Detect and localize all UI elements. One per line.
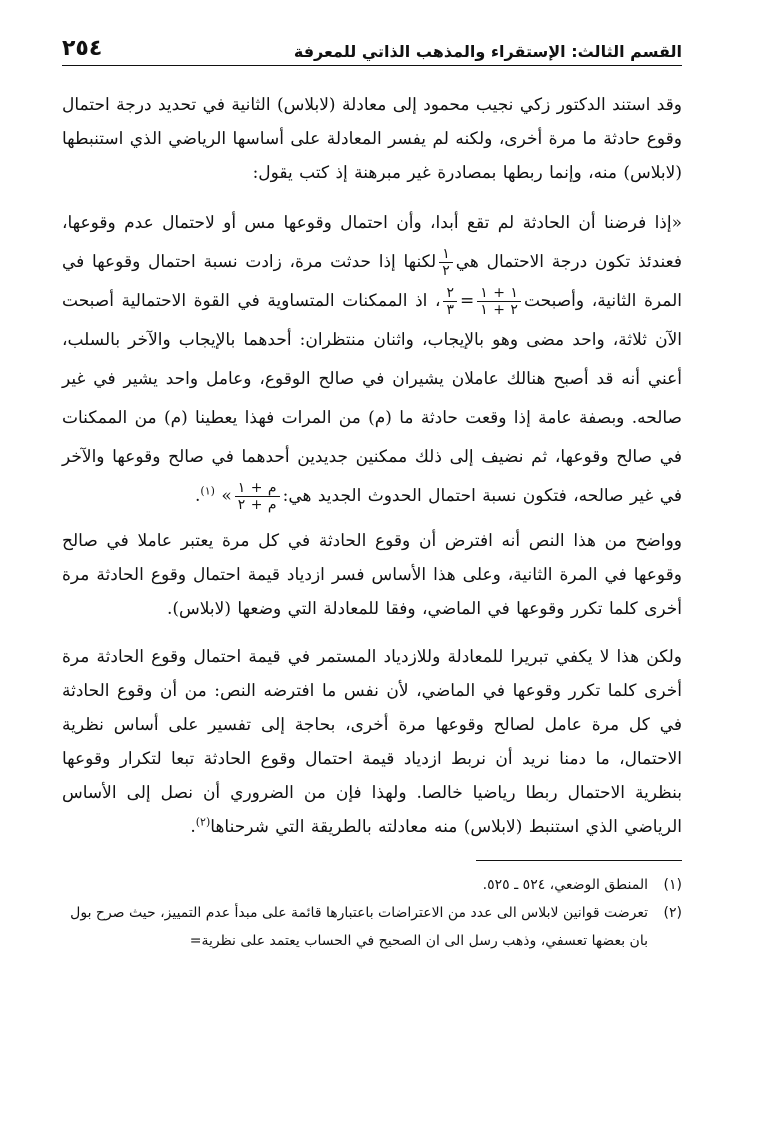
fraction-denominator: ٢ + ١: [480, 302, 518, 318]
fraction-general: [235, 480, 280, 513]
footnote-mark: (٢): [663, 905, 682, 921]
quote-text-3: ، اذ الممكنات المتساوية في القوة الاحتمالية أصبحت الآن ثلاثة، واحد مضى وهو بالإيجاب، واثنان منتظران: أحدهما بالإيجاب والآخر بالسلب، أعني أنه قد أصبح هنالك عاملان يشيران في صالح الوقوع، وعامل واحد يشير في غير صالحه. وبصفة عامة إذا وقعت حادثة ما (م) من المرات فهذا يعطينا (م) من الممكنات في صالح وقوعها، ثم نضيف إلى ذلك ممكنين جديدين أحدهما في صالح وقوعها والآخر في غير صالحه، فتكون نسبة احتمال الحدوث الجديد هي:: [62, 291, 682, 506]
fraction-numerator: ١ + ١: [477, 285, 521, 302]
paragraph-quote: [62, 204, 682, 516]
footnote-divider: [476, 860, 682, 861]
section-title: القسم الثالث: الإستقراء والمذهب الذاتي للمعرفة: [293, 42, 682, 61]
fraction-two-thirds: [443, 285, 457, 318]
fraction-denominator: م + ٢: [237, 497, 277, 513]
fraction-denominator: ٢: [442, 263, 450, 279]
quote-text-2: لكنها إذا حدثت مرة، زادت نسبة احتمال وقوعها في المرة الثانية، وأصبحت: [62, 252, 682, 311]
quote-close: »: [221, 486, 232, 506]
fraction-half: [439, 246, 453, 279]
fraction-numerator: م + ١: [235, 480, 280, 497]
critique-end: .: [190, 817, 196, 837]
footnote-text: المنطق الوضعي، ٥٢٤ ـ ٥٢٥.: [482, 877, 648, 893]
fraction-sum: [477, 285, 521, 318]
book-page: [62, 36, 682, 955]
footnote-2: [62, 899, 682, 955]
footnote-ref-1[interactable]: (١): [200, 484, 215, 498]
footnote-text: تعرضت قوانين لابلاس الى عدد من الاعتراضات باعتبارها قائمة على مبدأ عدم التمييز، حيث صرح بول بان بعضها تعسفي، وذهب رسل الى ان الصحيح في الحساب يعتمد على نظرية=: [70, 905, 648, 949]
running-header: [62, 36, 682, 66]
fraction-numerator: ٢: [443, 285, 457, 302]
paragraph-analysis: وواضح من هذا النص أنه افترض أن وقوع الحادثة في كل مرة يعتبر عاملا في صالح وقوعها في المرة الثانية، وعلى هذا الأساس فسر ازدياد قيمة احتمال وقوع الحادثة مرة أخرى كلما تكرر وقوعها في الماضي، وفقا للمعادلة التي وضعها (لابلاس).: [62, 531, 682, 619]
footnote-ref-2[interactable]: (٢): [195, 815, 211, 829]
quote-end: .: [195, 486, 201, 506]
footnote-mark: (١): [663, 877, 682, 893]
fraction-numerator: ١: [439, 246, 453, 263]
footnote-1: [62, 871, 682, 899]
paragraph-critique: [62, 640, 682, 844]
footnotes: [62, 871, 682, 955]
page-number: ٢٥٤: [62, 36, 103, 61]
quote-text-1: «إذا فرضنا أن الحادثة لم تقع أبدا، وأن احتمال وقوعها مس أو لاحتمال عدم وقوعها، فعندئذ تكون درجة الاحتمال هي: [62, 213, 683, 272]
paragraph-intro: وقد استند الدكتور زكي نجيب محمود إلى معادلة (لابلاس) الثانية في تحديد درجة احتمال وقوع حادثة ما مرة أخرى، ولكنه لم يفسر المعادلة على أساسها الرياضي الذي استنبطها (لابلاس) منه، وإنما ربطها بمصادرة غير مبرهنة إذ كتب يقول:: [62, 95, 682, 183]
critique-text: ولكن هذا لا يكفي تبريرا للمعادلة وللازدياد المستمر في قيمة احتمال وقوع الحادثة مرة أخرى كلما تكرر وقوعها في الماضي، لأن نفس ما افترضه النص: من أن وقوع الحادثة في كل مرة عامل لصالح وقوعها مرة أخرى، بحاجة إلى تفسير على أساس نظرية الاحتمال، ما دمنا نريد أن نربط ازدياد قيمة احتمال وقوع الحادثة تبعا لتكرار وقوعها بنظرية الاحتمال ربطا رياضيا خالصا. ولهذا فإن من الضروري أن نصل إلى الأساس الرياضي الذي استنبط (لابلاس) منه معادلته بالطريقة التي شرحناها: [62, 647, 682, 837]
equals-sign: =: [459, 291, 475, 311]
fraction-denominator: ٣: [446, 302, 454, 318]
